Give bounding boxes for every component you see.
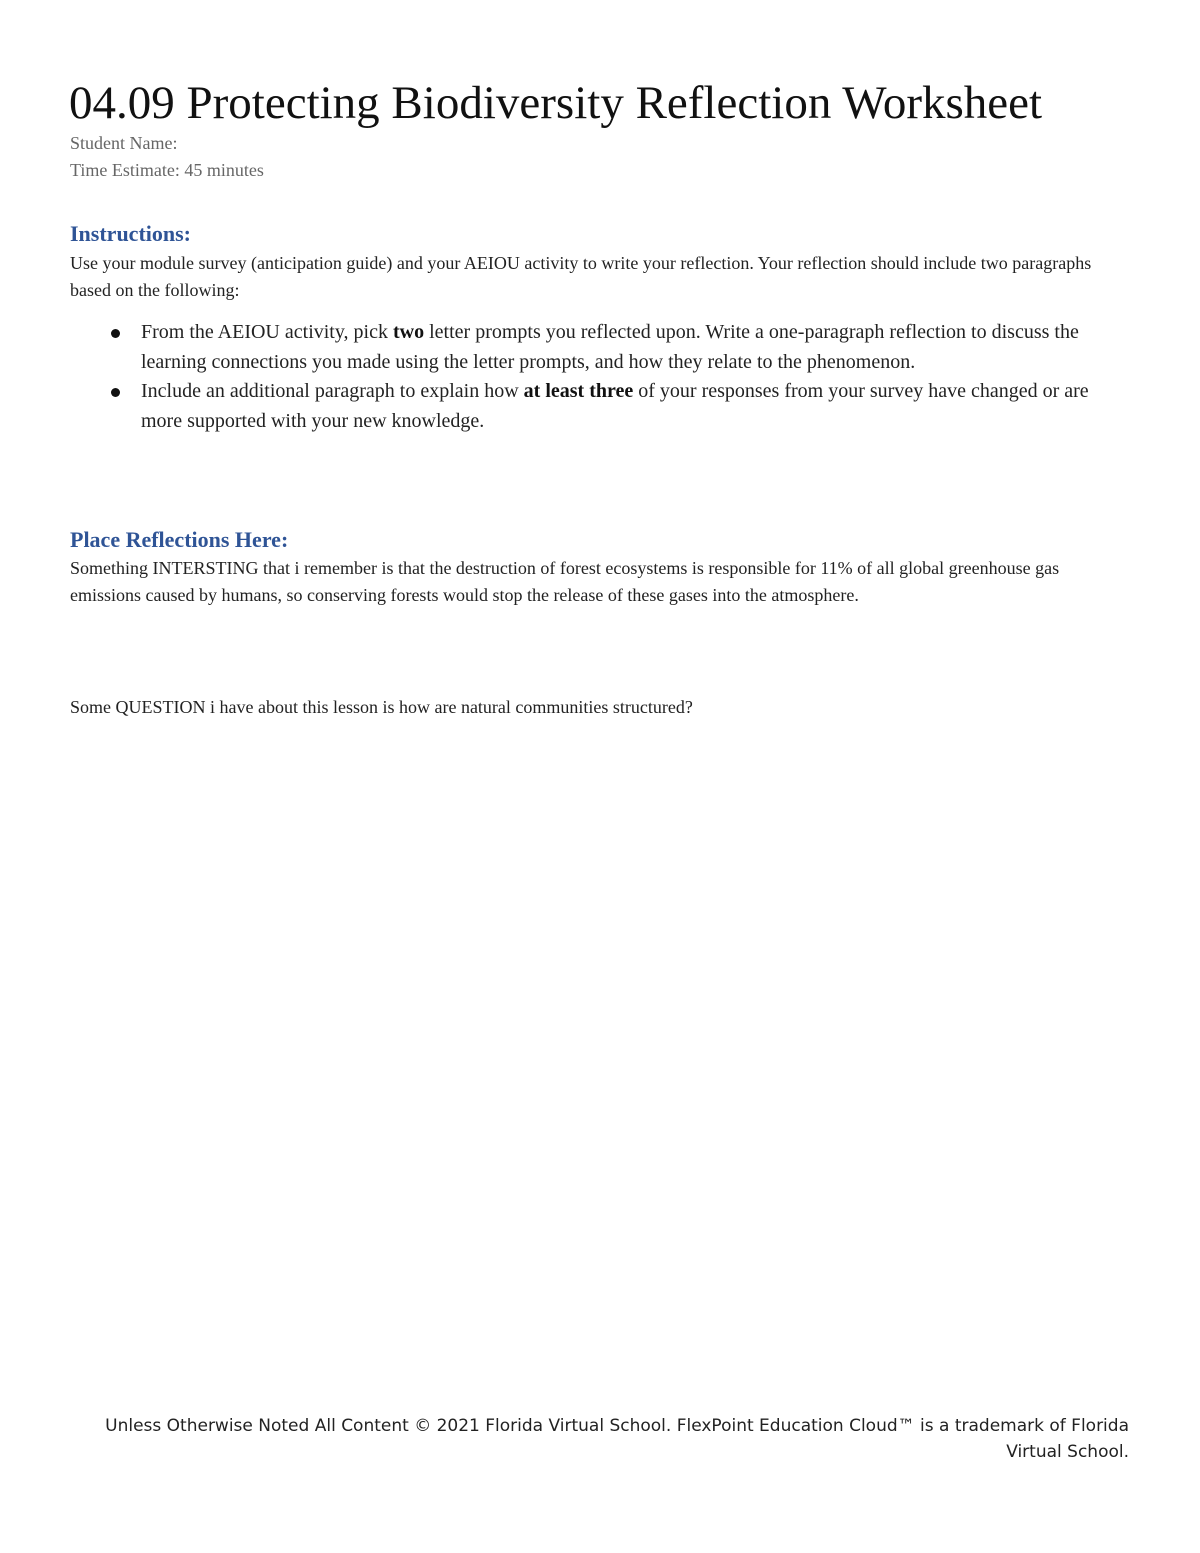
bullet-text-after: letter prompts you reflected upon. Write a one-paragraph reflection to discuss the learning connections you made using the letter prompts, and how they relate to the phenomenon. bbox=[141, 321, 1079, 373]
instructions-text: Use your module survey (anticipation guide) and your AEIOU activity to write your reflection. Your reflection should include two paragraphs based on the following: bbox=[70, 253, 1092, 300]
instructions-heading: Instructions: bbox=[70, 221, 192, 246]
student-name-label: Student Name: bbox=[70, 133, 178, 153]
time-estimate: Time Estimate: 45 minutes bbox=[70, 160, 264, 180]
bullet-dot-icon bbox=[111, 329, 120, 338]
bullet-emphasis: two bbox=[393, 321, 425, 343]
copyright-footer: Unless Otherwise Noted All Content © 2021 Florida Virtual School. FlexPoint Education Cloud™ is a trademark of Florida Virtual School. bbox=[105, 1416, 1129, 1462]
page-title: 04.09 Protecting Biodiversity Reflection Worksheet bbox=[69, 77, 1043, 129]
bullet-text-after: of your responses from your survey have changed or are more supported with your new knowledge. bbox=[141, 380, 1089, 432]
instruction-bullet-item bbox=[70, 318, 1130, 377]
bullet-text-before: From the AEIOU activity, pick bbox=[141, 321, 393, 343]
reflection-paragraph: Some QUESTION i have about this lesson is how are natural communities structured? bbox=[70, 697, 693, 717]
instructions-list bbox=[70, 318, 1130, 436]
reflections-heading: Place Reflections Here: bbox=[70, 527, 289, 552]
bullet-emphasis: at least three bbox=[523, 380, 634, 402]
bullet-text-before: Include an additional paragraph to explain how bbox=[141, 380, 524, 402]
reflection-paragraph: Something INTERSTING that i remember is that the destruction of forest ecosystems is responsible for 11% of all global greenhouse gas emissions caused by humans, so conserving forests would stop the release of these gases into the atmosphere. bbox=[70, 558, 1060, 605]
instruction-bullet-item bbox=[70, 377, 1130, 436]
bullet-dot-icon bbox=[111, 388, 120, 397]
